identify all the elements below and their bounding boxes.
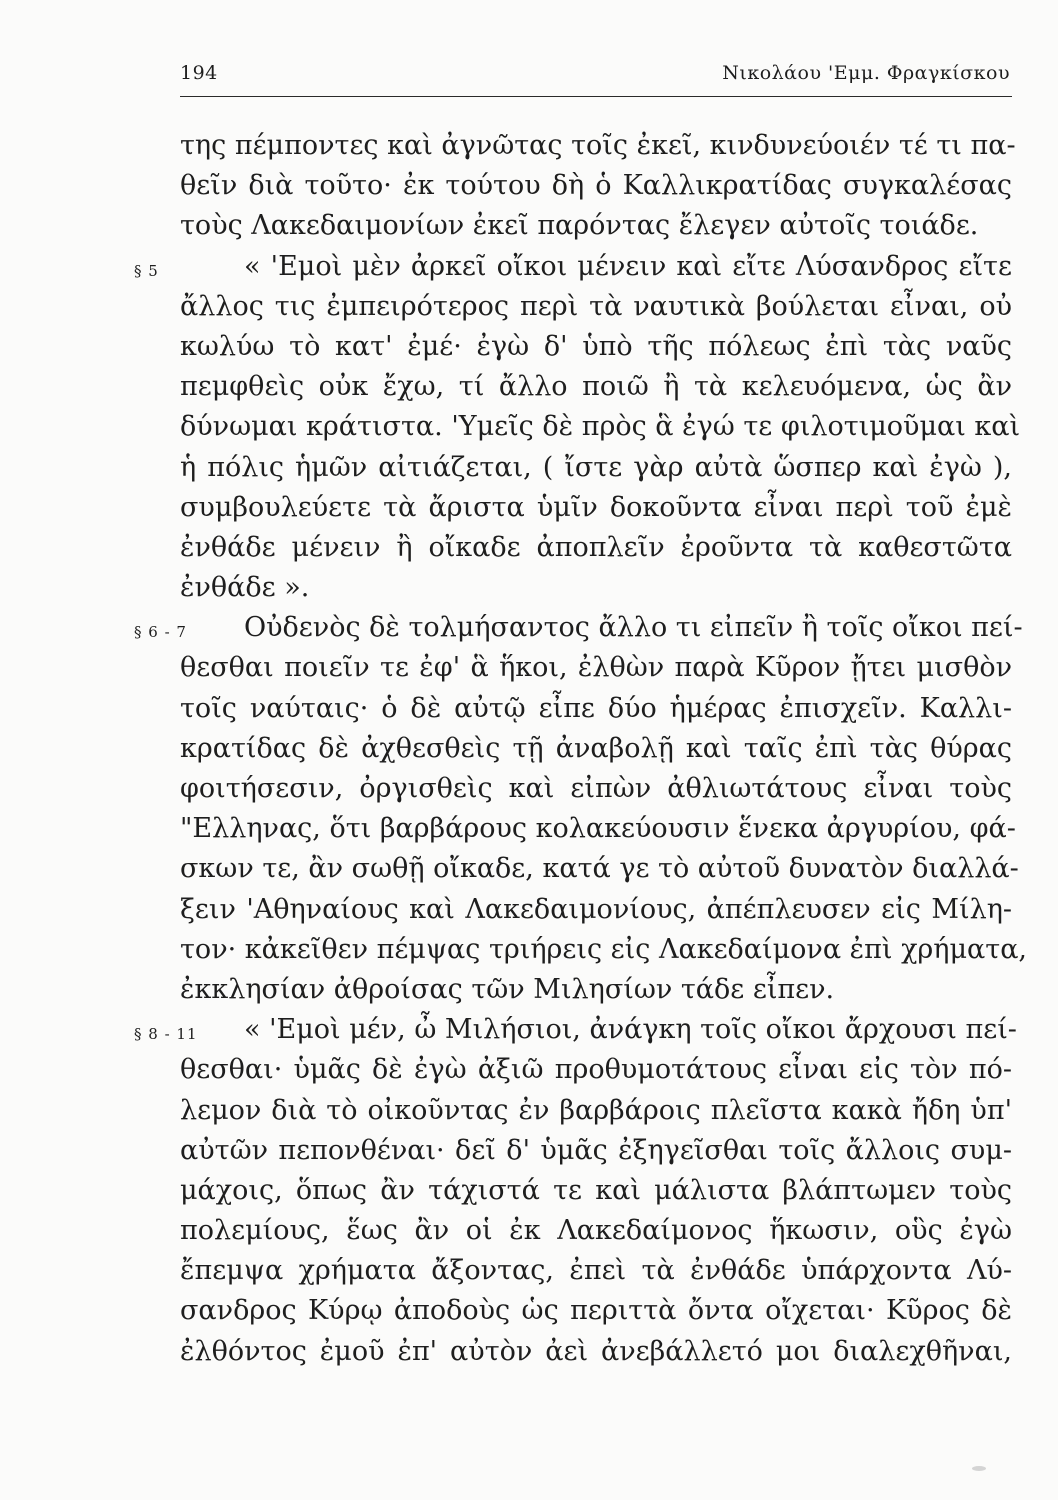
text-line — [180, 206, 1012, 246]
line-text: ἐλθόντος ἐμοῦ ἐπ' αὐτὸν ἀεὶ ἀνεβάλλετό μοι διαλεχθῆναι, — [180, 1335, 1012, 1367]
line-text: φοιτήσεσιν, ὀργισθεὶς καὶ εἰπὼν ἀθλιωτάτους εἶναι τοὺς — [180, 773, 1012, 804]
line-text: ἐνθάδε μένειν ἢ οἴκαδε ἀποπλεῖν ἐροῦντα τὰ καθεστῶτα — [180, 531, 1012, 563]
line-text: ἐνθάδε ». — [180, 572, 310, 604]
line-text: πολεμίους, ἕως ἂν οἱ ἐκ Λακεδαίμονος ἥκωσιν, οὓς ἐγὼ — [180, 1215, 1012, 1247]
text-line — [180, 448, 1012, 488]
ink-smudge — [972, 1466, 986, 1471]
line-text: τον· κἀκεῖθεν πέμψας τριήρεις εἰς Λακεδαίμονα ἐπὶ χρήματα, — [180, 933, 1028, 965]
line-text: « 'Εμοὶ μέν, ὦ Μιλήσιοι, ἀνάγκη τοῖς οἴκοι ἄρχουσι πεί- — [244, 1014, 1017, 1046]
text-line — [180, 1171, 1012, 1211]
text-line — [134, 247, 1012, 287]
line-text: σανδρος Κύρῳ ἀποδοὺς ὡς περιττὰ ὄντα οἴχεται· Κῦρος δὲ — [180, 1295, 1012, 1327]
line-text: πεμφθεὶς οὐκ ἔχω, τί ἄλλο ποιῶ ἢ τὰ κελευόμενα, ὡς ἂν — [180, 371, 1012, 403]
line-text: "Ελληνας, ὅτι βαρβάρους κολακεύουσιν ἕνεκα ἀργυρίου, φά- — [180, 813, 1016, 845]
text-line — [180, 970, 1012, 1010]
text-line — [180, 849, 1019, 889]
header-rule — [180, 96, 1012, 97]
text-line — [180, 287, 1012, 327]
text-line — [180, 1291, 1012, 1331]
text-line — [180, 327, 1012, 367]
text-line — [180, 1050, 1012, 1090]
line-text: τοῖς ναύταις· ὁ δὲ αὐτῷ εἶπε δύο ἡμέρας ἐπισχεῖν. Καλλι- — [180, 692, 1012, 724]
text-line — [180, 930, 1028, 970]
text-line — [180, 1131, 1012, 1171]
text-line — [180, 166, 1012, 206]
text-line — [180, 1332, 1012, 1372]
text-line — [180, 528, 1012, 568]
line-text: ἄλλος τις ἐμπειρότερος περὶ τὰ ναυτικὰ βούλεται εἶναι, οὐ — [180, 290, 1012, 322]
page-number: 194 — [180, 62, 218, 84]
line-text: λεμον διὰ τὸ οἰκοῦντας ἐν βαρβάροις πλεῖστα κακὰ ἤδη ὑπ' — [180, 1094, 1012, 1126]
line-text: της πέμποντες καὶ ἀγνῶτας τοῖς ἐκεῖ, κινδυνεύοιέν τέ τι πα- — [180, 130, 1016, 161]
line-text: ἔπεμψα χρήματα ἄξοντας, ἐπεὶ τὰ ἐνθάδε ὑπάρχοντα Λύ- — [180, 1255, 1012, 1287]
line-text: « 'Εμοὶ μὲν ἀρκεῖ οἴκοι μένειν καὶ εἴτε Λύσανδρος εἴτε — [244, 250, 1012, 282]
text-line — [180, 568, 1012, 608]
text-line — [180, 809, 1016, 849]
text-line — [180, 729, 1012, 769]
line-text: μάχοις, ὅπως ἂν τάχιστά τε καὶ μάλιστα βλάπτωμεν τοὺς — [180, 1174, 1012, 1206]
text-line — [180, 769, 1012, 809]
text-line — [180, 126, 1016, 166]
line-text: κωλύω τὸ κατ' ἐμέ· ἐγὼ δ' ὑπὸ τῆς πόλεως ἐπὶ τὰς ναῦς — [180, 330, 1012, 362]
line-text: αὐτῶν πεπονθέναι· δεῖ δ' ὑμᾶς ἐξηγεῖσθαι τοῖς ἄλλοις συμ- — [180, 1134, 1012, 1166]
line-text: κρατίδας δὲ ἀχθεσθεὶς τῇ ἀναβολῇ καὶ ταῖς ἐπὶ τὰς θύρας — [180, 732, 1012, 764]
section-marker: § 8 - 11 — [134, 1025, 198, 1044]
line-text: ξειν 'Αθηναίους καὶ Λακεδαιμονίους, ἀπέπλευσεν εἰς Μίλη- — [180, 893, 1012, 925]
text-line — [180, 890, 1012, 930]
line-text: τοὺς Λακεδαιμονίων ἐκεῖ παρόντας ἔλεγεν αὐτοῖς τοιάδε. — [180, 210, 979, 242]
line-text: θεῖν διὰ τοῦτο· ἐκ τούτου δὴ ὁ Καλλικρατίδας συγκαλέσας — [180, 170, 1012, 202]
text-line — [180, 488, 1012, 528]
text-line — [180, 689, 1012, 729]
line-text: Οὐδενὸς δὲ τολμήσαντος ἄλλο τι εἰπεῖν ἢ τοῖς οἴκοι πεί- — [244, 612, 1023, 644]
line-text: σκων τε, ἂν σωθῇ οἴκαδε, κατά γε τὸ αὐτοῦ δυνατὸν διαλλά- — [180, 853, 1019, 885]
text-line — [180, 1251, 1012, 1291]
line-text: ἡ πόλις ἡμῶν αἰτιάζεται, ( ἴστε γὰρ αὐτὰ ὥσπερ καὶ ἐγὼ ), — [180, 451, 1012, 483]
text-line — [134, 608, 1023, 648]
line-text: δύνωμαι κράτιστα. 'Υμεῖς δὲ πρὸς ἃ ἐγώ τε φιλοτιμοῦμαι καὶ — [180, 411, 1021, 443]
section-marker: § 5 — [134, 261, 159, 280]
text-line — [180, 407, 1021, 447]
text-block — [134, 126, 1028, 1372]
text-line — [180, 648, 1012, 688]
text-line — [180, 1211, 1012, 1251]
line-text: ἐκκλησίαν ἀθροίσας τῶν Μιλησίων τάδε εἶπεν. — [180, 973, 835, 1005]
line-text: θεσθαι· ὑμᾶς δὲ ἐγὼ ἀξιῶ προθυμοτάτους εἶναι εἰς τὸν πό- — [180, 1054, 1012, 1086]
line-text: συμβουλεύετε τὰ ἄριστα ὑμῖν δοκοῦντα εἶναι περὶ τοῦ ἐμὲ — [180, 491, 1012, 523]
line-text: θεσθαι ποιεῖν τε ἐφ' ἃ ἥκοι, ἐλθὼν παρὰ Κῦρον ᾔτει μισθὸν — [180, 652, 1012, 684]
running-title: Νικολάου 'Εμμ. Φραγκίσκου — [722, 62, 1010, 84]
section-marker: § 6 - 7 — [134, 623, 187, 642]
text-line — [180, 367, 1012, 407]
running-head — [180, 58, 1010, 94]
text-line — [180, 1091, 1012, 1131]
text-line — [134, 1010, 1017, 1050]
